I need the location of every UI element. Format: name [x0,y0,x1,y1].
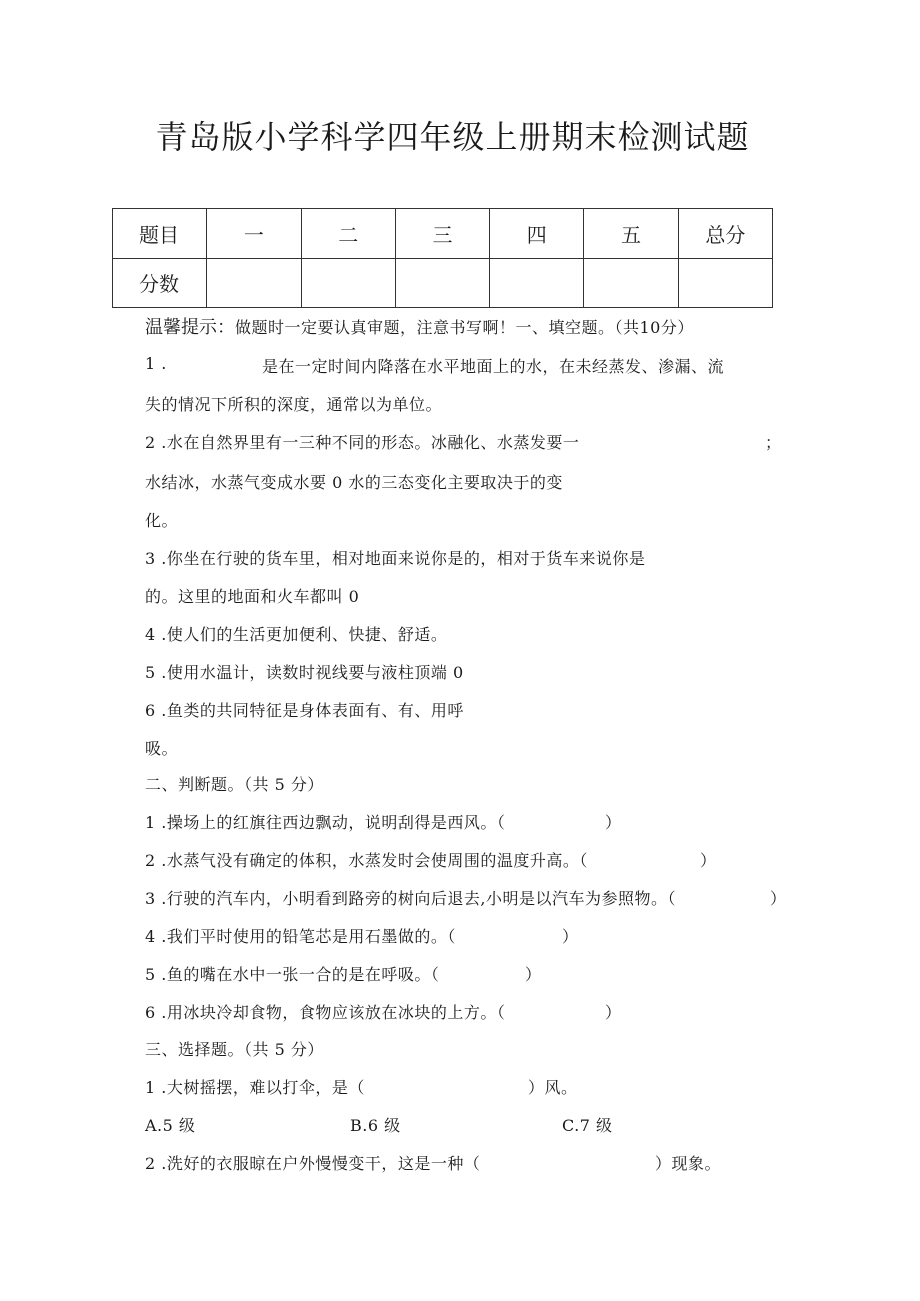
score-input-cell [301,258,395,308]
fill-q2-semicolon: ； [765,433,782,452]
score-cell-section-4: 四 [490,209,584,259]
choice-q1-option-b: B.6 级 [350,1116,401,1135]
fill-q6-continued: 吸。 [145,739,179,758]
choice-q1-close: ）风。 [528,1078,578,1097]
score-cell-total: 总分 [678,209,772,259]
judge-item-2-close: ） [700,851,717,870]
score-cell-section-3: 三 [395,209,489,259]
judge-item-4: 4 .我们平时使用的铅笔芯是用石墨做的。（ [145,927,456,946]
judge-item-3: 3 .行驶的汽车内，小明看到路旁的树向后退去,小明是以汽车为参照物。（ [145,889,676,908]
page-title: 青岛版小学科学四年级上册期末检测试题 [155,118,750,156]
score-cell-section-2: 二 [301,209,395,259]
fill-q2-continued: 水结冰，水蒸气变成水要 0 水的三态变化主要取决于的变 [145,473,563,492]
score-input-cell [584,258,678,308]
choice-q1-option-a: A.5 级 [145,1116,196,1135]
tip-line [145,313,694,339]
fill-q1-text: 是在一定时间内降落在水平地面上的水，在未经蒸发、渗漏、流 [262,357,725,376]
score-table-header-row [113,209,773,259]
fill-q1-continued: 失的情况下所积的深度，通常以为单位。 [145,395,443,414]
judge-item-2: 2 .水蒸气没有确定的体积，水蒸发时会使周围的温度升高。（ [145,851,588,870]
judge-item-3-close: ） [770,889,787,908]
fill-q2-text: 2 .水在自然界里有一三种不同的形态。冰融化、水蒸发要一 [145,433,580,452]
choice-q1-text: 1 .大树摇摆，难以打伞，是（ [145,1078,365,1097]
choice-q2-text: 2 .洗好的衣服晾在户外慢慢变干，这是一种（ [145,1154,481,1173]
score-table-score-row [113,258,773,308]
fill-q3-continued: 的。这里的地面和火车都叫 0 [145,587,360,606]
fill-q2-continued-2: 化。 [145,511,179,530]
score-input-cell [678,258,772,308]
choice-q2-close: ）现象。 [655,1154,722,1173]
score-input-cell [207,258,301,308]
score-cell-score-label: 分数 [113,258,207,308]
fill-q1-number: 1 . [145,354,167,373]
score-cell-section-5: 五 [584,209,678,259]
judge-item-6-close: ） [605,1003,622,1022]
judge-item-5: 5 .鱼的嘴在水中一张一合的是在呼吸。（ [145,965,440,984]
score-cell-topic-label: 题目 [113,209,207,259]
score-table [112,208,773,308]
choice-q1-option-c: C.7 级 [562,1116,613,1135]
judge-item-5-close: ） [525,965,542,984]
fill-q3-text: 3 .你坐在行驶的货车里，相对地面来说你是的，相对于货车来说你是 [145,549,646,568]
tip-text: 做题时一定要认真审题，注意书写啊！一、填空题。（共10分） [235,318,694,337]
score-input-cell [490,258,584,308]
judge-item-1: 1 .操场上的红旗往西边飘动，说明刮得是西风。（ [145,813,506,832]
tip-label: 温馨提示： [145,317,235,338]
judge-item-6: 6 .用冰块冷却食物，食物应该放在冰块的上方。（ [145,1003,506,1022]
fill-q6-text: 6 .鱼类的共同特征是身体表面有、有、用呼 [145,701,464,720]
choice-heading: 三、选择题。（共 5 分） [145,1040,324,1059]
fill-q5-text: 5 .使用水温计，读数时视线要与液柱顶端 0 [145,663,464,682]
judge-item-4-close: ） [562,927,579,946]
score-input-cell [395,258,489,308]
judge-heading: 二、判断题。（共 5 分） [145,775,324,794]
judge-item-1-close: ） [605,813,622,832]
score-cell-section-1: 一 [207,209,301,259]
fill-q4-text: 4 .使人们的生活更加便利、快捷、舒适。 [145,625,448,644]
